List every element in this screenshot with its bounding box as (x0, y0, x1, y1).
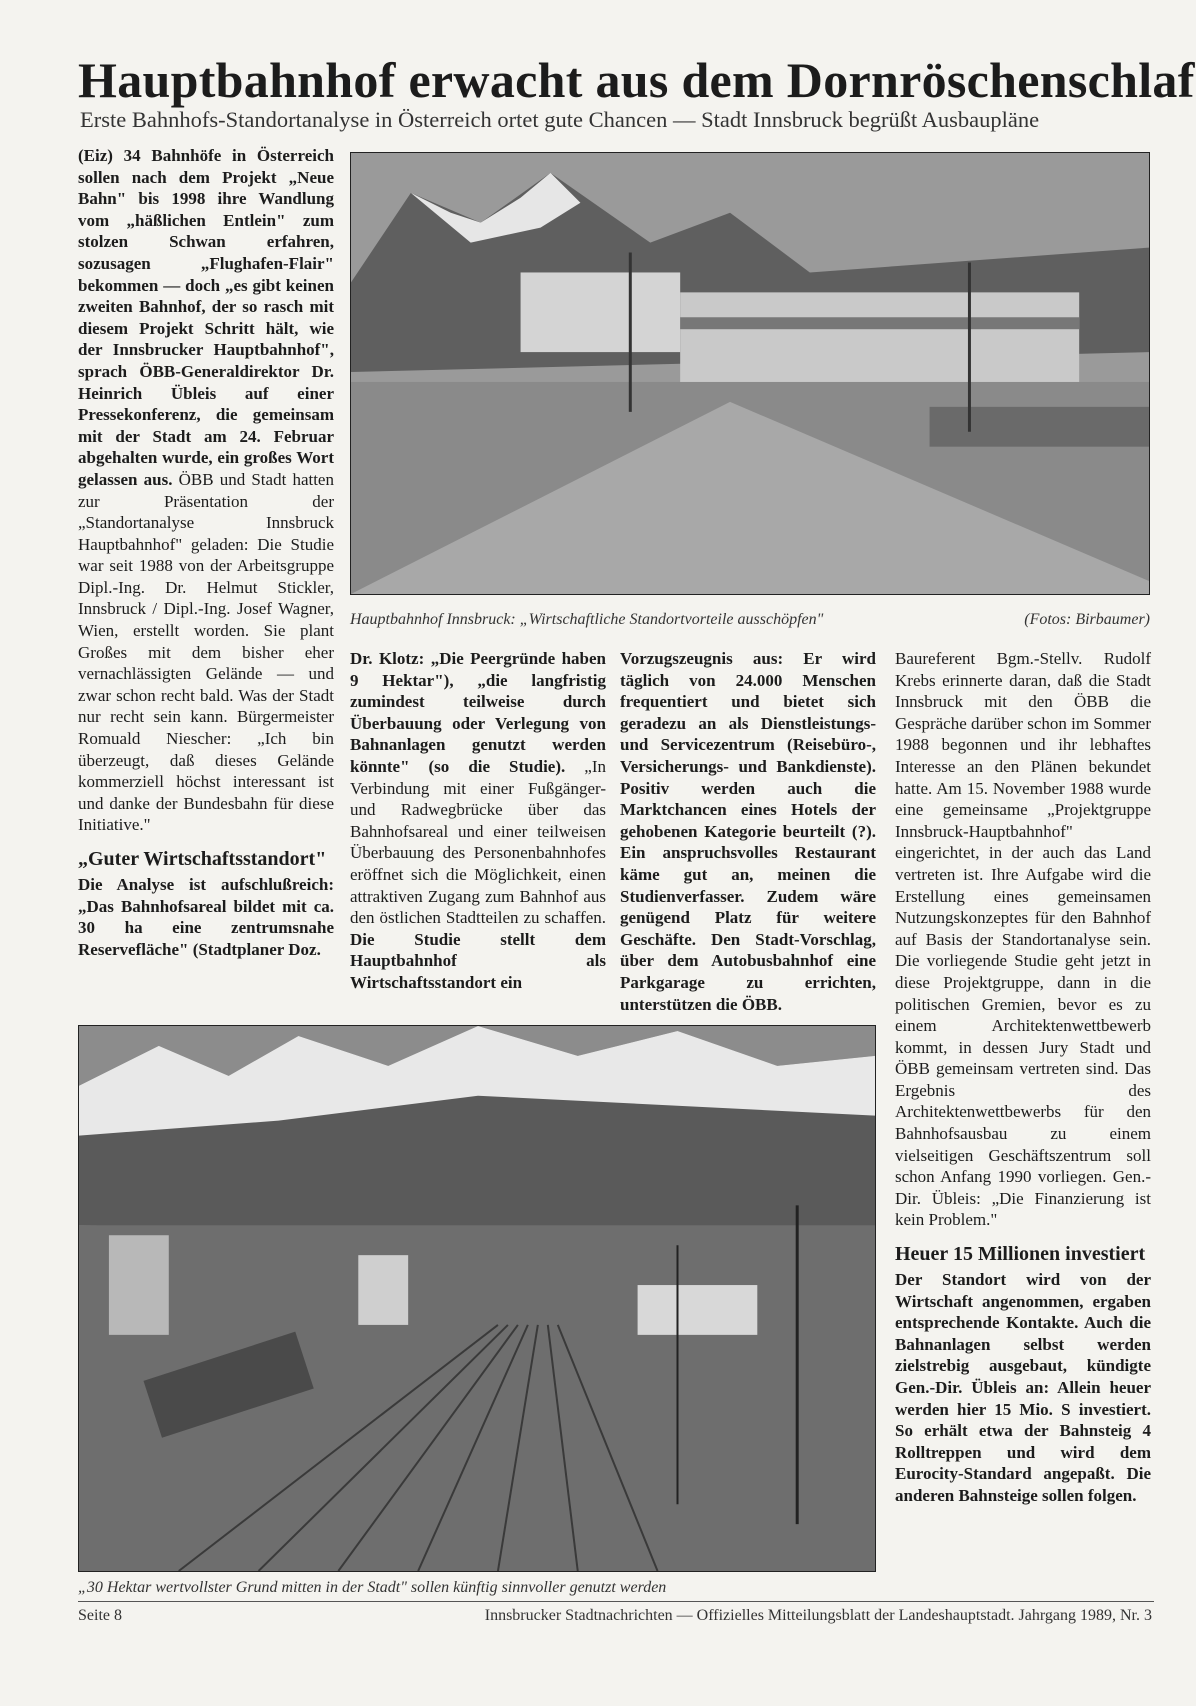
investment-text: Der Standort wird von der Wirtschaft angenommen, ergaben entsprechende Kontakte. Auch die Bahnanlagen selbst werden zielstrebig ausgebaut, kündigte Gen.-Dir. Übleis an: Allein heuer werden hier 15 Mio. S investiert. So erhält etwa der Bahnsteig 4 Rolltreppen und wird dem Eurocity-Standard angepaßt. Die anderen Bahnsteige sollen folgen. (895, 1270, 1151, 1505)
article-body-col1 (78, 145, 334, 836)
station-photo-illustration (351, 153, 1149, 594)
photo2-caption: „30 Hektar wertvollster Grund mitten in der Stadt" sollen künftig sinnvoller genutzt werden (78, 1579, 667, 1596)
headline: Hauptbahnhof erwacht aus dem Dornröschenschlaf (78, 52, 1195, 108)
article-body-col2 (350, 648, 606, 994)
footer-rule (78, 1601, 1154, 1602)
column-2 (350, 648, 606, 994)
photo-credit: (Fotos: Birbaumer) (1024, 611, 1150, 628)
photo1-caption: Hauptbahnhof Innsbruck: „Wirtschaftliche Standortvorteile ausschöpfen" (350, 611, 824, 628)
subtitle-millionen: Heuer 15 Millionen investiert (895, 1243, 1146, 1266)
railyard-photo-illustration (79, 1026, 875, 1571)
subtitle-wirtschaftsstandort: „Guter Wirtschaftsstandort" (78, 848, 327, 870)
photo-gleisanlagen (78, 1025, 876, 1572)
subheadline: Erste Bahnhofs-Standortanalyse in Österreich ortet gute Chancen — Stadt Innsbruck begrüßt Ausbaupläne (80, 107, 1040, 132)
column-1 (78, 145, 334, 960)
column-3 (620, 648, 876, 1015)
analysis-text: Die Analyse ist aufschlußreich: „Das Bahnhofsareal bildet mit ca. 30 ha eine zentrumsnahe Reservefläche" (Stadtplaner Doz. (78, 875, 334, 959)
klotz-quote: Dr. Klotz: „Die Peergründe haben 9 Hektar"), „die langfristig zumindest teilweise durch Überbauung oder Verlegung von Bahnanlagen genutzt werden könnte" (so die Studie). (350, 649, 606, 776)
publication-info: Innsbrucker Stadtnachrichten — Offizielles Mitteilungsblatt der Landeshauptstadt. Jahrgang 1989, Nr. 3 (484, 1607, 1152, 1624)
photo-hauptbahnhof (350, 152, 1150, 595)
page-number: Seite 8 (78, 1607, 122, 1624)
study-text: Die Studie stellt dem Hauptbahnhof als Wirtschaftsstandort ein (350, 929, 606, 992)
body-text: ÖBB und Stadt hatten zur Präsentation der „Standortanalyse Innsbruck Hauptbahnhof" geladen: Die Studie war seit 1988 von der Arbeitsgruppe Dipl.-Ing. Dr. Helmut Stickler, Innsbruck / Dipl.-Ing. Josef Wagner, Wien, erstellt worden. Sie plant Großes mit dem bisher eher vernachlässigten Gelände — und zwar schon recht bald. Was der Stadt nur recht sein kann. Bürgermeister Romuald Niescher: „Ich bin überzeugt, daß dieses Gelände kommerziell höchst interessant ist und danke der Bundesbahn für diese Initiative." (78, 469, 334, 835)
column-4 (895, 648, 1151, 1507)
intro-text: (Eiz) 34 Bahnhöfe in Österreich sollen nach dem Projekt „Neue Bahn" bis 1998 ihre Wandlung vom „häßlichen Entlein" zum stolzen Schwan erfahren, sozusagen „Flughafen-Flair" bekommen — doch „es gibt keinen zweiten Bahnhof, der so rasch mit diesem Projekt Schritt hält, wie der Innsbrucker Hauptbahnhof", sprach ÖBB-Generaldirektor Dr. Heinrich Übleis auf einer Pressekonferenz, die gemeinsam mit der Stadt am 24. Februar abgehalten wurde, ein großes Wort gelassen aus. (78, 146, 334, 489)
body-text: „In Verbindung mit einer Fußgänger- und Radwegbrücke über das Bahnhofsareal und einer teilweisen Überbauung des Personenbahnhofes eröffnet sich die Möglichkeit, einen attraktiven Zugang zum Bahnhof aus den östlichen Stadtteilen zu schaffen. (350, 756, 606, 928)
article-body-col4: Baureferent Bgm.-Stellv. Rudolf Krebs erinnerte daran, daß die Stadt Innsbruck mit den ÖBB die Gespräche darüber schon im Sommer 1988 begonnen und ihr lebhaftes Interesse an den Plänen bekundet hatte. Am 15. November 1988 wurde eine gemeinsame „Projektgruppe Innsbruck-Hauptbahnhof" eingerichtet, in der auch das Land vertreten ist. Ihre Aufgabe wird die Erstellung eines gemeinsamen Nutzungskonzeptes für den Bahnhof auf Basis der Standortanalyse sein. Die vorliegende Studie geht jetzt in diese Projektgruppe, dann in die politischen Gremien, bevor es zu einem Architektenwettbewerb kommt, in dessen Jury Stadt und ÖBB gemeinsam vertreten sind. Das Ergebnis des Architektenwettbewerbs für den Bahnhofsausbau zu einem vielseitigen Geschäftszentrum soll schon Anfang 1990 vorliegen. Gen.-Dir. Übleis: „Die Finanzierung ist kein Problem." (895, 649, 1151, 1230)
article-body-col3: Vorzugszeugnis aus: Er wird täglich von 24.000 Menschen frequentiert und bietet sich geradezu an als Dienstleistungs- und Servicezentrum (Reisebüro-, Versicherungs- und Bankdienste). Positiv werden auch die Marktchancen eines Hotels der gehobenen Kategorie beurteilt (?). Ein anspruchsvolles Restaurant käme gut an, meinen die Studienverfasser. Zudem wäre genügend Platz für weitere Geschäfte. Den Stadt-Vorschlag, über dem Autobusbahnhof eine Parkgarage zu errichten, unterstützen die ÖBB. (620, 649, 876, 1014)
